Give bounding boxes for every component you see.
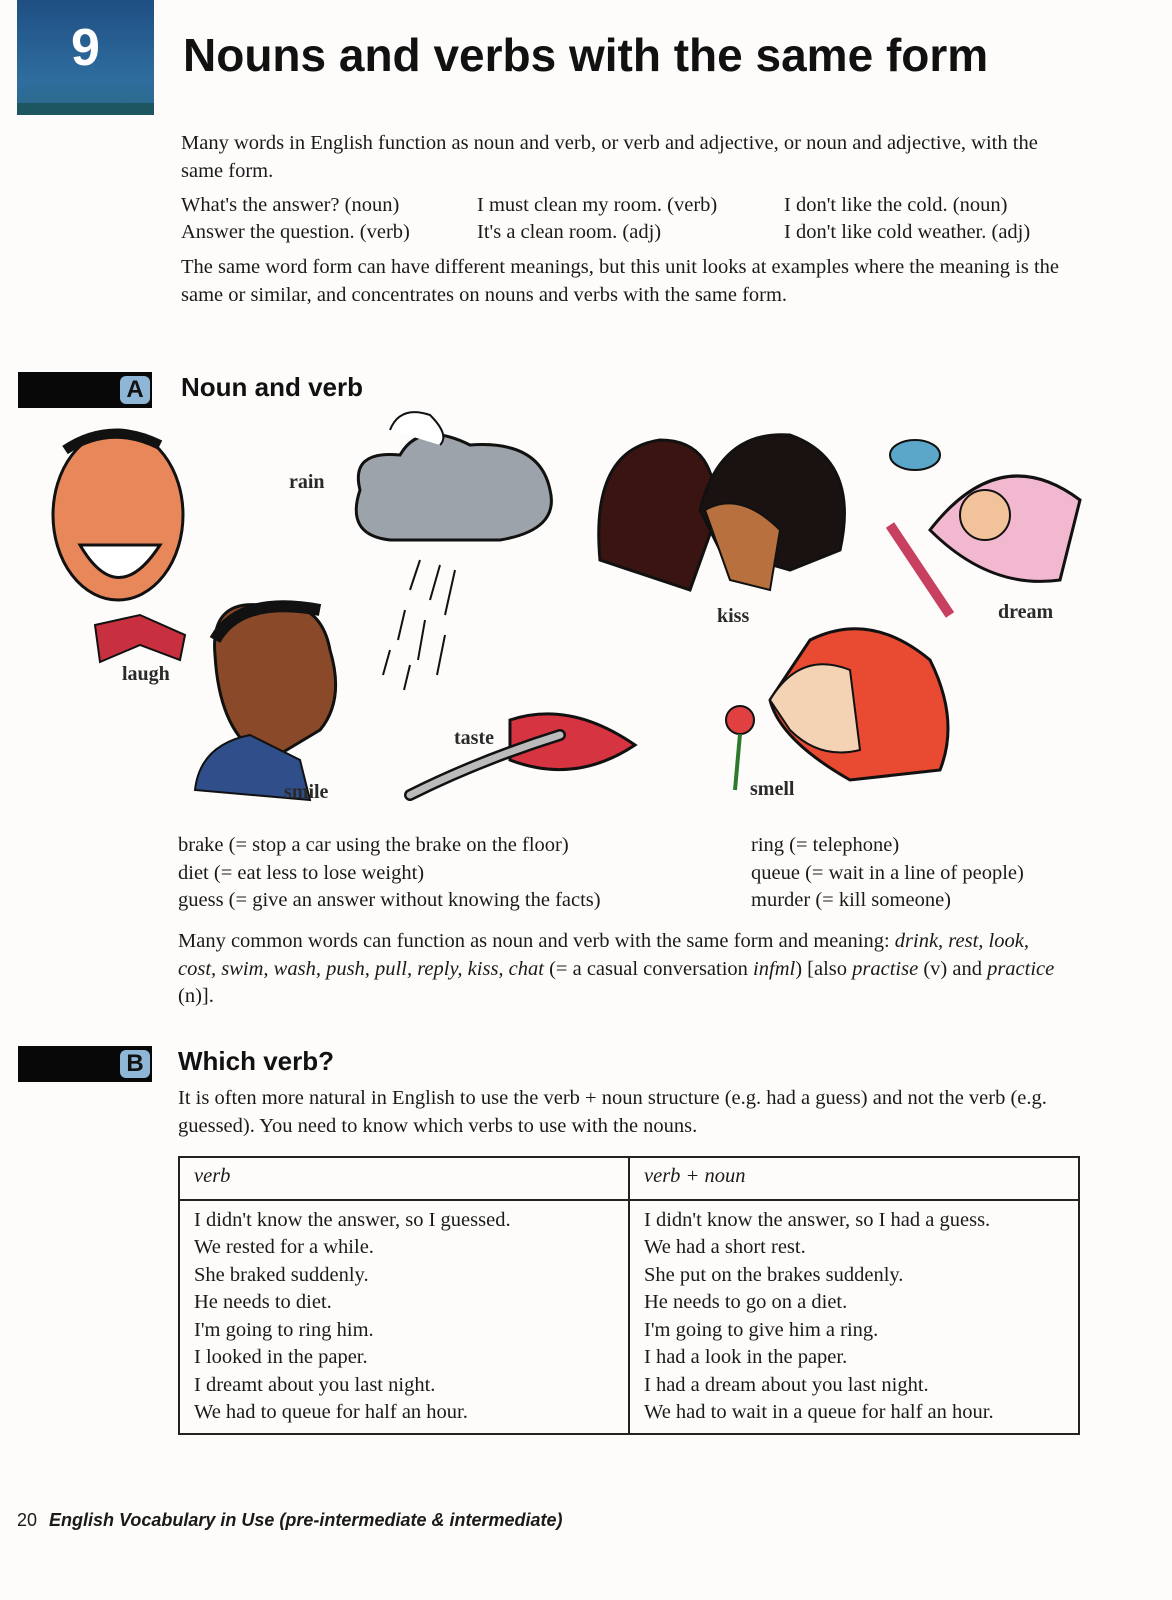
table-cell: We rested for a while. xyxy=(194,1236,374,1258)
intro-paragraph-2: The same word form can have different meanings, but this unit looks at examples where the meaning is the same or similar, and concentrates on nouns and verbs with the same form. xyxy=(181,256,1060,306)
label-dream: dream xyxy=(998,601,1054,623)
smile-illustration xyxy=(195,603,336,800)
practise: practise xyxy=(852,957,919,980)
text: (n)]. xyxy=(178,985,214,1007)
table-cell: I didn't know the answer, so I had a guess. xyxy=(644,1208,991,1231)
text: (= a casual conversation xyxy=(543,957,754,980)
example: I must clean my room. (verb) xyxy=(477,194,718,216)
definition: queue (= wait in a line of people) xyxy=(751,861,1024,884)
label-smell: smell xyxy=(750,778,795,800)
infml: infml xyxy=(753,957,796,980)
table-cell: I didn't know the answer, so I guessed. xyxy=(194,1208,511,1231)
definitions-left xyxy=(178,832,601,915)
section-a-title: Noun and verb xyxy=(181,372,364,402)
common-words: drink, rest, look, cost, swim, wash, push, pull, reply, kiss, chat xyxy=(178,930,1029,980)
table-cell: I had a look in the paper. xyxy=(644,1346,848,1368)
table-header-row xyxy=(179,1157,1079,1200)
definition: murder (= kill someone) xyxy=(751,889,951,911)
footer xyxy=(17,1510,563,1531)
text: ) [also xyxy=(795,957,853,980)
section-letter: B xyxy=(120,1050,150,1078)
section-b-title: Which verb? xyxy=(178,1046,335,1076)
label-laugh: laugh xyxy=(122,663,170,685)
label-rain: rain xyxy=(289,471,325,493)
label-smile: smile xyxy=(284,781,329,803)
section-letter: A xyxy=(120,376,150,404)
practice: practice xyxy=(987,957,1055,980)
table-body-row xyxy=(179,1200,1079,1434)
table-cell: We had to wait in a queue for half an hour. xyxy=(644,1401,994,1423)
common-intro: Many common words can function as noun and verb with the same form and meaning: xyxy=(178,930,890,952)
section-b-intro: It is often more natural in English to use the verb + noun structure (e.g. had a guess) and not the verb (e.g. guessed). You need to know which verbs to use with the nouns. xyxy=(178,1087,1047,1137)
table-cell: I had a dream about you last night. xyxy=(644,1373,929,1396)
example: It's a clean room. (adj) xyxy=(477,221,662,243)
unit-number: 9 xyxy=(71,19,100,77)
unit-number-box xyxy=(17,0,154,115)
definition: brake (= stop a car using the brake on the floor) xyxy=(178,834,569,856)
section-b-marker xyxy=(18,1046,152,1082)
table-cell: We had a short rest. xyxy=(644,1236,806,1258)
text: (v) and xyxy=(918,957,988,980)
page-title: Nouns and verbs with the same form xyxy=(183,29,989,81)
table-cell: I looked in the paper. xyxy=(194,1346,368,1368)
example: What's the answer? (noun) xyxy=(181,194,400,216)
table-cell: I'm going to ring him. xyxy=(194,1318,374,1341)
book-title: English Vocabulary in Use (pre-intermediate & intermediate) xyxy=(49,1510,563,1530)
table-cell: We had to queue for half an hour. xyxy=(194,1401,468,1423)
example: I don't like the cold. (noun) xyxy=(784,194,1008,216)
header-verb: verb xyxy=(194,1165,231,1187)
example: I don't like cold weather. (adj) xyxy=(784,221,1031,243)
header-verb-noun: verb + noun xyxy=(644,1165,746,1187)
smell-illustration xyxy=(726,629,948,790)
example: Answer the question. (verb) xyxy=(181,221,410,243)
unit-box-stripe xyxy=(17,103,154,115)
table-cell: He needs to go on a diet. xyxy=(644,1291,848,1313)
verb-noun-column xyxy=(629,1200,1079,1434)
table-cell: I'm going to give him a ring. xyxy=(644,1318,879,1341)
kiss-illustration xyxy=(599,435,845,590)
definition: diet (= eat less to lose weight) xyxy=(178,861,425,884)
illustrations xyxy=(0,400,1172,820)
label-kiss: kiss xyxy=(717,605,750,627)
definition: ring (= telephone) xyxy=(751,834,900,856)
verb-column xyxy=(179,1200,629,1434)
verb-noun-table xyxy=(178,1156,1080,1435)
table-cell: I dreamt about you last night. xyxy=(194,1373,436,1396)
label-taste: taste xyxy=(454,727,494,749)
definition: guess (= give an answer without knowing the facts) xyxy=(178,889,601,911)
taste-illustration xyxy=(410,714,635,795)
definitions-right xyxy=(751,832,1024,915)
table-cell: She braked suddenly. xyxy=(194,1263,369,1286)
laugh-illustration xyxy=(53,430,185,662)
common-words-paragraph xyxy=(178,928,1068,1011)
table-cell: He needs to diet. xyxy=(194,1291,332,1313)
intro-paragraph: Many words in English function as noun and verb, or verb and adjective, or noun and adjective, with the same form. xyxy=(181,132,1038,182)
page-number: 20 xyxy=(17,1510,38,1530)
dream-illustration xyxy=(890,440,1080,615)
table-cell: She put on the brakes suddenly. xyxy=(644,1263,904,1286)
rain-illustration xyxy=(356,412,551,690)
